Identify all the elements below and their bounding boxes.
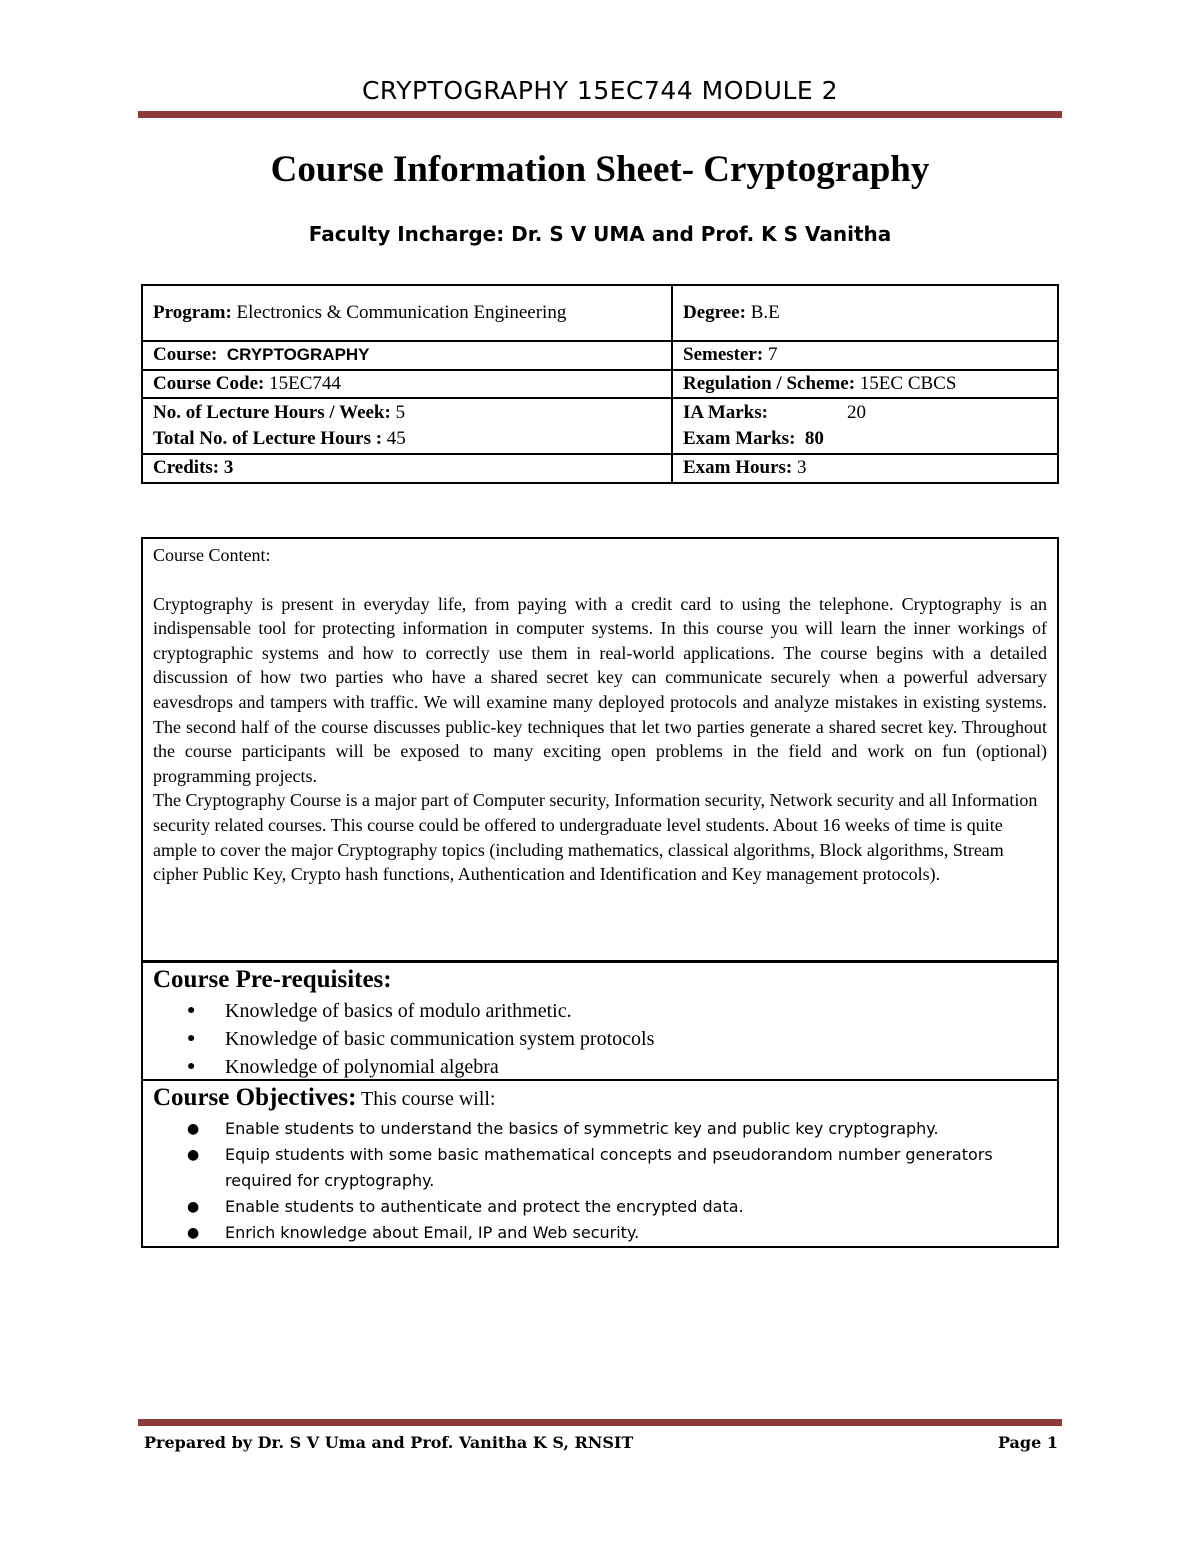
- faculty-incharge: Faculty Incharge: Dr. S V UMA and Prof. K S Vanitha: [308, 222, 892, 246]
- semester-value: 7: [763, 344, 778, 365]
- program-value: Electronics & Communication Engineering: [231, 301, 567, 323]
- list-item: [153, 1220, 1047, 1246]
- exam-hours-cell: [672, 454, 1058, 483]
- list-item-text: Knowledge of basic communication system protocols: [225, 1028, 655, 1050]
- objectives-heading-line: [153, 1081, 1047, 1116]
- lecture-week-label: No. of Lecture Hours / Week:: [153, 401, 391, 423]
- header-rule: [138, 111, 1062, 118]
- exam-hours-label: Exam Hours:: [683, 457, 793, 479]
- regulation-label: Regulation / Scheme:: [683, 372, 856, 394]
- list-item-text: Enable students to authenticate and protect the encrypted data.: [225, 1197, 744, 1216]
- bullet-icon: ●: [187, 1059, 196, 1074]
- objectives-heading: Course Objectives:: [153, 1084, 357, 1111]
- course-details-box: [141, 537, 1059, 1248]
- list-item-text: Equip students with some basic mathematical concepts and pseudorandom number generators required for cryptography.: [225, 1145, 993, 1190]
- bullet-icon: ●: [187, 1003, 196, 1018]
- course-code-cell: [142, 370, 672, 399]
- header-title: CRYPTOGRAPHY 15EC744 MODULE 2: [361, 76, 839, 105]
- course-code-label: Course Code:: [153, 372, 265, 394]
- semester-label: Semester:: [683, 344, 764, 365]
- semester-cell: [672, 341, 1058, 370]
- prerequisites-list: [153, 997, 1047, 1081]
- table-row: [142, 285, 1058, 341]
- course-code-value: 15EC744: [264, 372, 341, 394]
- list-item: [153, 997, 1047, 1025]
- bullet-icon: ●: [187, 1199, 200, 1215]
- page-number: Page 1: [997, 1433, 1058, 1452]
- objectives-intro: This course will:: [356, 1088, 496, 1110]
- program-cell: [142, 285, 672, 341]
- list-item-text: Enrich knowledge about Email, IP and Web security.: [225, 1223, 640, 1242]
- objectives-section: [143, 1081, 1057, 1248]
- document-title: Course Information Sheet- Cryptography: [270, 149, 930, 190]
- course-cell: [142, 341, 672, 370]
- exam-hours-value: 3: [792, 457, 807, 479]
- table-row: [142, 398, 1058, 454]
- bullet-icon: ●: [187, 1147, 200, 1163]
- list-item-text: Enable students to understand the basics of symmetric key and public key cryptography.: [225, 1119, 939, 1138]
- bullet-icon: ●: [187, 1121, 200, 1137]
- list-item-text: Knowledge of basics of modulo arithmetic.: [225, 1000, 572, 1022]
- degree-value: B.E: [745, 301, 780, 323]
- list-item: [153, 1142, 1047, 1194]
- table-row: [142, 370, 1058, 399]
- exam-marks-label: Exam Marks:: [683, 428, 796, 450]
- list-item-text: Knowledge of polynomial algebra: [225, 1056, 499, 1078]
- marks-cell: [672, 398, 1058, 454]
- bullet-icon: ●: [187, 1225, 200, 1241]
- ia-marks-value: 20: [847, 401, 866, 423]
- course-content-heading: Course Content:: [153, 545, 271, 565]
- total-lecture-label: Total No. of Lecture Hours :: [153, 428, 383, 450]
- list-item: [153, 1025, 1047, 1053]
- course-content-section: [143, 539, 1057, 963]
- footer-prepared-by: Prepared by Dr. S V Uma and Prof. Vanitha K S, RNSIT: [144, 1433, 634, 1452]
- course-value: CRYPTOGRAPHY: [226, 345, 370, 364]
- regulation-value: 15EC CBCS: [855, 372, 957, 394]
- course-content-paragraph: Cryptography is present in everyday life, from paying with a credit card to using the telephone. Cryptography is an indispensable tool for protecting information in computer systems. In this course you will learn the inner workings of cryptographic systems and how to correctly use them in real-world applications. The course begins with a detailed discussion of how two parties who have a shared secret key can communicate securely when a powerful adversary eavesdrops and tampers with traffic. We will examine many deployed protocols and analyze mistakes in existing systems. The second half of the course discusses public-key techniques that let two parties generate a shared secret key. Throughout the course participants will be exposed to many exciting open problems in the field and work on fun (optional) programming projects.: [153, 593, 1047, 786]
- program-label: Program:: [153, 301, 232, 323]
- exam-marks-value: 80: [804, 428, 824, 450]
- bullet-icon: ●: [187, 1031, 196, 1046]
- table-row: [142, 341, 1058, 370]
- total-lecture-value: 45: [382, 428, 406, 450]
- footer-rule: [138, 1419, 1062, 1426]
- prerequisites-heading: Course Pre-requisites:: [153, 966, 392, 993]
- regulation-cell: [672, 370, 1058, 399]
- degree-cell: [672, 285, 1058, 341]
- course-label: Course:: [153, 344, 218, 365]
- list-item: [153, 1194, 1047, 1220]
- degree-label: Degree:: [683, 301, 746, 323]
- list-item: [153, 1053, 1047, 1081]
- course-content-paragraph: The Cryptography Course is a major part of Computer security, Information security, Network security and all Information security related courses. This course could be offered to undergraduate level students. About 16 weeks of time is quite ample to cover the major Cryptography topics (including mathematics, classical algorithms, Block algorithms, Stream cipher Public Key, Crypto hash functions, Authentication and Identification and Key management protocols).: [153, 790, 1038, 885]
- lecture-hours-cell: [142, 398, 672, 454]
- ia-marks-label: IA Marks:: [683, 401, 768, 423]
- lecture-week-value: 5: [390, 401, 406, 423]
- course-info-table: [141, 284, 1059, 484]
- credits-label: Credits: 3: [153, 457, 234, 479]
- credits-cell: [142, 454, 672, 483]
- list-item: [153, 1116, 1047, 1142]
- objectives-list: [153, 1116, 1047, 1246]
- table-row: [142, 454, 1058, 483]
- prerequisites-section: [143, 963, 1057, 1081]
